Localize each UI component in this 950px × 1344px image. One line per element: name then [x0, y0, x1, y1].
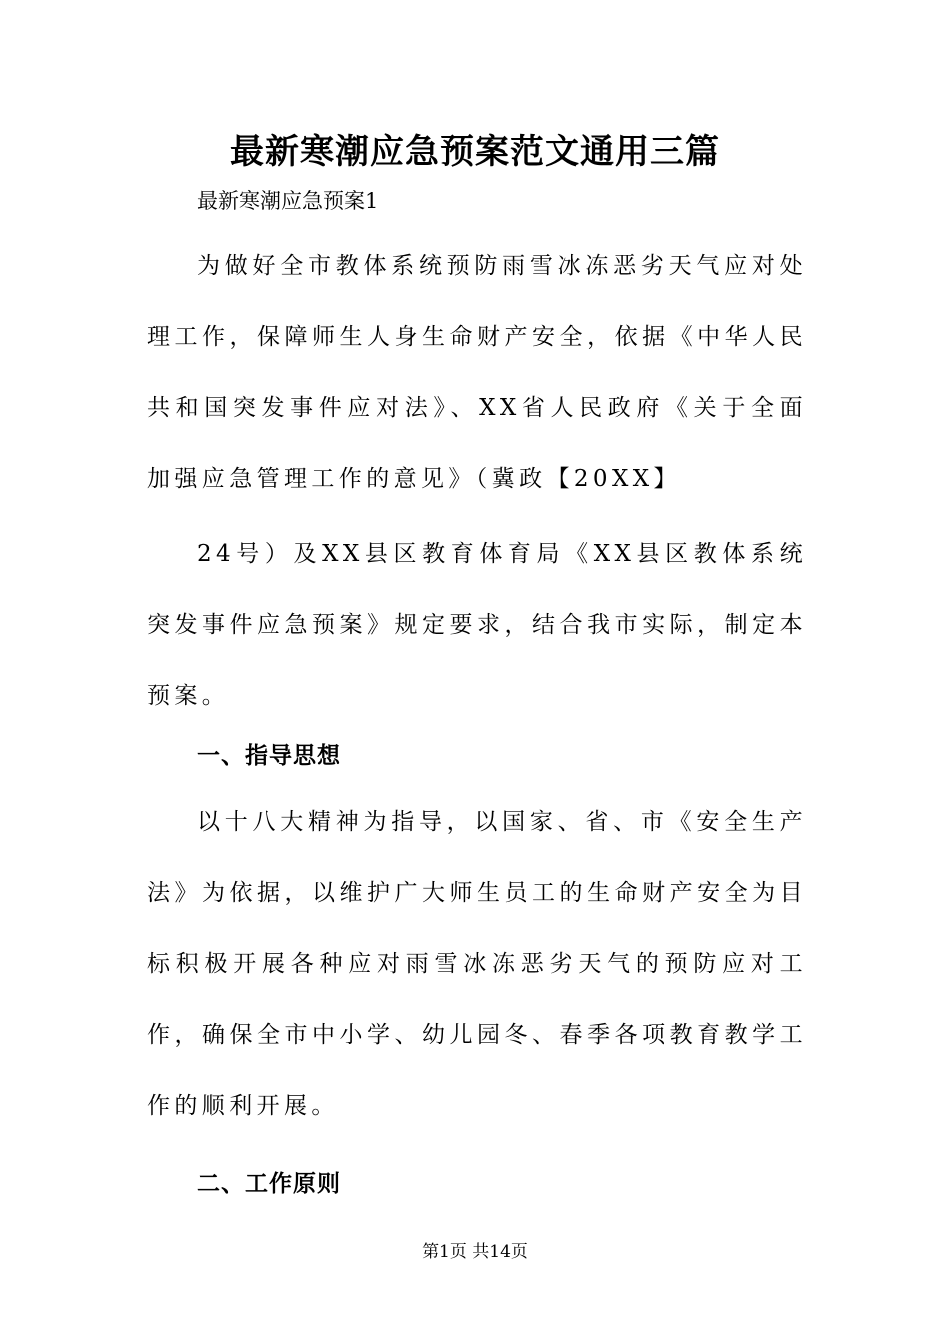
- paragraph-basis: 24号）及XX县区教育体育局《XX县区教体系统突发事件应急预案》规定要求，结合我市实际，制定本预案。: [147, 541, 807, 709]
- heading-guiding-ideology: 一、指导思想: [197, 742, 341, 769]
- heading-work-principles: 二、工作原则: [197, 1170, 341, 1197]
- paragraph-guiding-ideology: 以十八大精神为指导，以国家、省、市《安全生产法》为依据，以维护广大师生员工的生命财产安全为目标积极开展各种应对雨雪冰冻恶劣天气的预防应对工作，确保全市中小学、幼儿园冬、春季各项教育教学工作的顺利开展。: [147, 809, 807, 1119]
- document-subtitle: 最新寒潮应急预案1: [197, 189, 379, 213]
- page-footer: 第1页 共14页: [422, 1242, 528, 1262]
- document-title: 最新寒潮应急预案范文通用三篇: [230, 132, 720, 172]
- paragraph-intro: 为做好全市教体系统预防雨雪冰冻恶劣天气应对处理工作，保障师生人身生命财产安全，依据《中华人民共和国突发事件应对法》、XX省人民政府《关于全面加强应急管理工作的意见》（冀政【20XX】: [147, 253, 807, 492]
